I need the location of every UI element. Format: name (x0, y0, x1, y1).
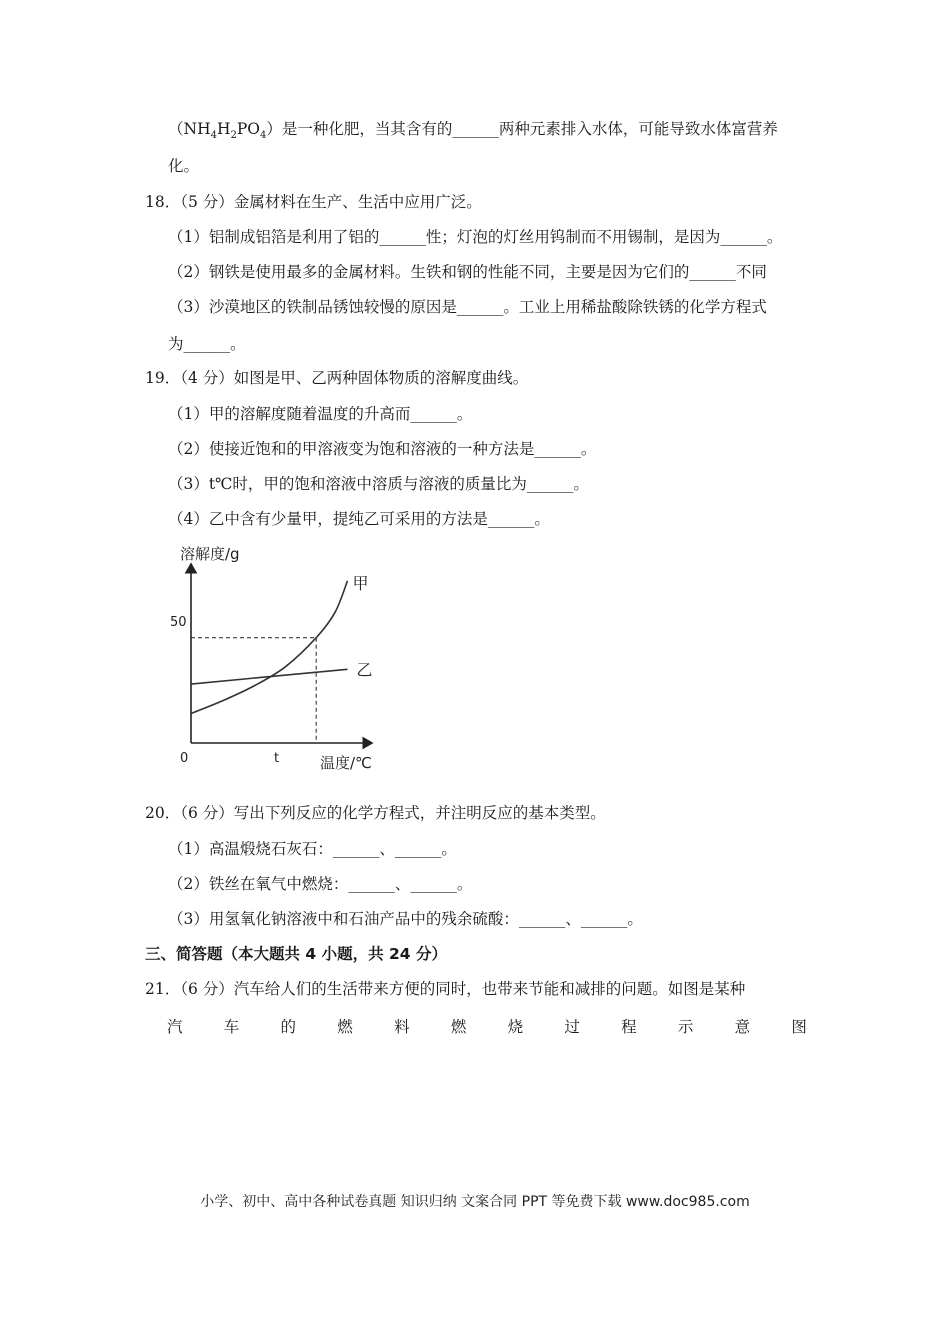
formula-part: （NH (168, 120, 211, 138)
x-axis-label: 温度/℃ (320, 754, 372, 772)
series-label-yi: 乙 (356, 660, 373, 680)
q20-part1: （1）高温煅烧石灰石：______、______。 (168, 840, 457, 858)
q19-part4: （4）乙中含有少量甲，提纯乙可采用的方法是______。 (168, 510, 550, 528)
q18-stem: 18．（5 分）金属材料在生产、生活中应用广泛。 (145, 193, 482, 211)
q21-char: 意 (734, 1018, 751, 1036)
series-line-yi (191, 669, 347, 684)
formula-part: H (216, 120, 231, 138)
q21-char: 的 (280, 1018, 297, 1036)
q20-part3: （3）用氢氧化钠溶液中和石油产品中的残余硫酸：______、______。 (168, 910, 643, 928)
q21-char: 燃 (337, 1018, 353, 1036)
q19-part2: （2）使接近饱和的甲溶液变为饱和溶液的一种方法是______。 (168, 440, 597, 458)
q20-stem: 20．（6 分）写出下列反应的化学方程式，并注明反应的基本类型。 (145, 804, 606, 822)
origin-label: 0 (180, 751, 189, 766)
q19-part1: （1）甲的溶解度随着温度的升高而______。 (168, 405, 473, 423)
q21-char: 示 (677, 1018, 694, 1036)
q21-char: 燃 (450, 1018, 467, 1036)
series-line-jia (191, 581, 347, 714)
q21-stem-cont (167, 1017, 807, 1037)
q21-stem: 21．（6 分）汽车给人们的生活带来方便的同时，也带来节能和减排的问题。如图是某种 (145, 980, 746, 998)
q18-part2: （2）钢铁是使用最多的金属材料。生铁和钢的性能不同，主要是因为它们的______不同 (168, 263, 767, 281)
q18-part3-cont: 为______。 (168, 335, 246, 353)
q21-char: 汽 (167, 1018, 183, 1036)
q21-char: 图 (791, 1018, 807, 1036)
q21-char: 过 (564, 1018, 580, 1036)
section-title: 三、简答题（本大题共 4 小题，共 24 分） (145, 945, 447, 963)
q21-char: 烧 (507, 1018, 524, 1036)
formula-subscript: 2 (230, 130, 237, 142)
formula-part: PO (236, 120, 261, 138)
q20-part2: （2）铁丝在氧气中燃烧：______、______。 (168, 875, 473, 893)
q21-char: 程 (621, 1018, 637, 1036)
q17-formula-line (168, 119, 778, 146)
q19-stem: 19．（4 分）如图是甲、乙两种固体物质的溶解度曲线。 (145, 369, 529, 387)
series-label-jia: 甲 (352, 573, 369, 593)
q21-char: 车 (223, 1018, 240, 1036)
y-axis-label: 溶解度/g (180, 545, 240, 563)
page-footer: 小学、初中、高中各种试卷真题 知识归纳 文案合同 PPT 等免费下载 www.doc985.com (200, 1194, 750, 1210)
formula-subscript: 4 (260, 130, 267, 142)
q21-char: 料 (394, 1018, 410, 1036)
q19-part3: （3）t℃时，甲的饱和溶液中溶质与溶液的质量比为______。 (168, 475, 589, 493)
q17-line2: 化。 (168, 157, 200, 175)
formula-subscript: 4 (210, 130, 217, 142)
q18-part3: （3）沙漠地区的铁制品锈蚀较慢的原因是______。工业上用稀盐酸除铁锈的化学方程式 (168, 298, 767, 316)
q17-text: ）是一种化肥，当其含有的______两种元素排入水体，可能导致水体富营养 (266, 120, 778, 138)
y-tick-label: 50 (170, 615, 187, 630)
solubility-chart (160, 538, 400, 778)
q18-part1: （1）铝制成铝箔是利用了铝的______性；灯泡的灯丝用钨制而不用锡制，是因为______。 (168, 228, 783, 246)
x-tick-label: t (274, 751, 280, 766)
